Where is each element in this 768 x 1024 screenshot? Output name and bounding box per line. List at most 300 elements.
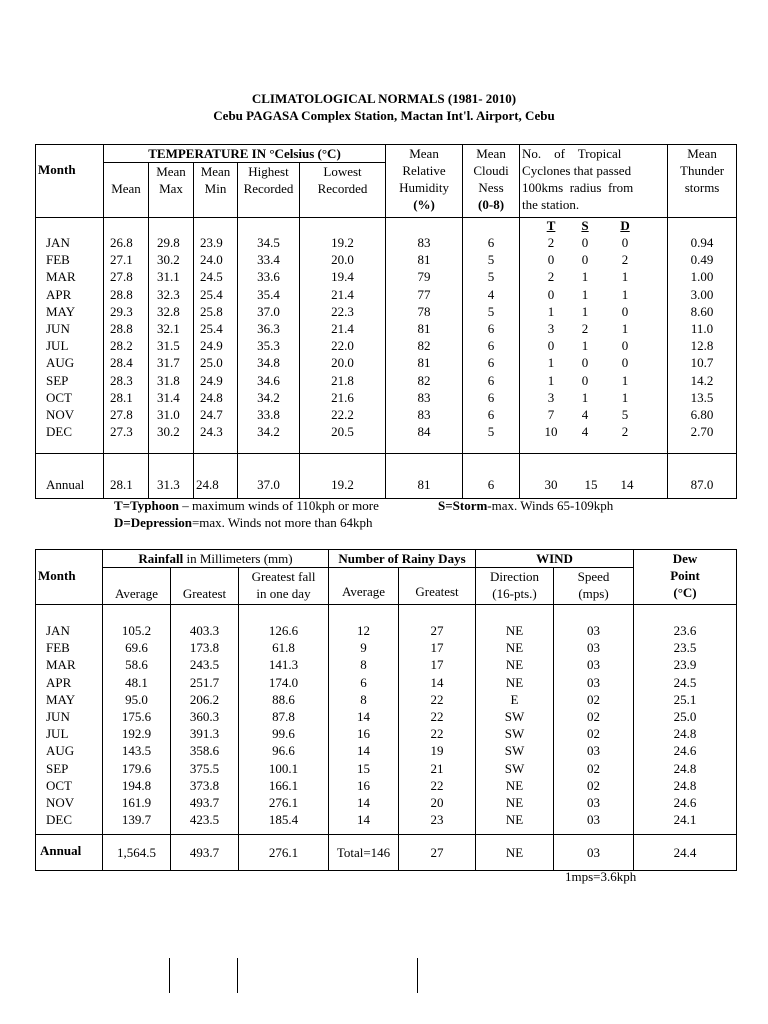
cell-value: 31.5 (157, 338, 180, 354)
cell-value: 23.6 (673, 623, 697, 638)
cell-value: 6.80 (690, 406, 714, 422)
cell-value: 30.2 (157, 424, 180, 440)
cell-value: 31.7 (157, 355, 180, 371)
annual-days-greatest: 27 (399, 835, 476, 871)
cell-value: 28.8 (110, 286, 133, 302)
cell-value: 105.2 (121, 623, 152, 638)
cell-value: NOV (46, 794, 75, 810)
cell-value: 24.8 (673, 777, 697, 793)
cell-value: 161.9 (121, 794, 152, 810)
cell-value: 373.8 (189, 777, 220, 793)
cell-value: 17 (430, 640, 444, 656)
cell-value: 19 (430, 743, 444, 759)
rainy-days-header: Number of Rainy Days (329, 550, 476, 568)
cell-value: 13.5 (690, 389, 714, 405)
month-header: Month (36, 145, 104, 218)
storm-column (570, 234, 600, 440)
cell-value: 6 (487, 338, 495, 354)
cell-value: 19.2 (331, 235, 354, 250)
cell-value: 0 (547, 252, 555, 268)
cell-value: 139.7 (121, 812, 152, 828)
cell-value: 20.0 (331, 252, 354, 268)
cell-value: 1 (581, 338, 589, 354)
cell-value: 33.6 (257, 269, 280, 285)
legend-typhoon: T=Typhoon – maximum winds of 110kph or more (114, 498, 379, 513)
cell-value: 25.4 (200, 320, 223, 336)
cell-value: 0 (621, 355, 629, 371)
annual-rain-greatest: 493.7 (171, 835, 239, 871)
cell-value: 2.70 (690, 424, 714, 440)
cell-value: OCT (46, 777, 72, 793)
cell-value: 11.0 (690, 320, 714, 336)
cell-value: 23.9 (673, 657, 697, 673)
cell-value: 174.0 (268, 674, 299, 690)
typhoon-column (538, 234, 564, 440)
cell-value: E (510, 691, 519, 707)
cell-value: 0 (581, 372, 589, 388)
cell-value: 14 (357, 743, 371, 759)
cell-value: 21.8 (331, 372, 354, 388)
month-header-2: Month (36, 550, 103, 605)
lowest-column (300, 218, 386, 454)
annual-mean-min: 24.8 (194, 454, 238, 499)
days-greatest-column (399, 605, 476, 835)
cell-value: 243.5 (189, 657, 220, 673)
mean-max-column (149, 218, 194, 454)
legend-storm: S=Storm-max. Winds 65-109kph (438, 498, 614, 513)
page-title: CLIMATOLOGICAL NORMALS (1981- 2010) (251, 91, 517, 106)
cell-value: 5 (487, 252, 495, 268)
cell-value: JAN (46, 623, 70, 638)
cell-value: 10 (544, 424, 558, 440)
unit-footnote: 1mps=3.6kph (565, 869, 637, 884)
cell-value: 1 (621, 286, 629, 302)
highest-column (238, 218, 300, 454)
cell-value: 1 (547, 355, 555, 371)
cell-value: 02 (587, 708, 601, 724)
cell-value: 87.8 (272, 708, 295, 724)
cell-value: 2 (547, 269, 555, 285)
cell-value: 141.3 (268, 657, 299, 673)
cell-value: 20.5 (331, 424, 354, 440)
annual-days-total: Total=146 (329, 835, 399, 871)
wind-header: WIND (476, 550, 634, 568)
cell-value: 32.8 (157, 303, 180, 319)
divider-line (237, 958, 238, 993)
cell-value: 03 (587, 657, 601, 673)
cell-value: 15 (357, 760, 371, 776)
cell-value: 69.6 (125, 640, 148, 656)
cell-value: 143.5 (121, 743, 152, 759)
cell-value: 25.4 (200, 286, 223, 302)
cell-value: 2 (621, 252, 629, 268)
cell-value: APR (46, 674, 72, 690)
annual-speed: 03 (554, 835, 634, 871)
month-column-2 (36, 605, 103, 835)
cell-value: 4 (581, 424, 589, 440)
annual-label: Annual (36, 454, 104, 499)
cell-value: 100.1 (268, 760, 299, 776)
cell-value: 14 (357, 708, 371, 724)
cloudiness-header: Mean Cloudi Ness (0-8) (463, 145, 520, 218)
cell-value: 10.7 (690, 355, 714, 371)
cell-value: 28.8 (110, 320, 133, 336)
cell-value: 3 (547, 320, 555, 336)
cell-value: 0 (581, 355, 589, 371)
cell-value: 24.5 (673, 674, 697, 690)
rain-greatest-header: Greatest (171, 568, 239, 605)
cell-value: 5 (487, 303, 495, 319)
cell-value: 28.1 (110, 389, 133, 405)
cell-value: SW (504, 743, 525, 759)
direction-column (476, 605, 554, 835)
cell-value: AUG (46, 355, 75, 371)
cell-value: 83 (417, 406, 431, 422)
cell-value: 358.6 (189, 743, 220, 759)
cell-value: 1 (581, 286, 589, 302)
cell-value: 2 (581, 320, 589, 336)
cell-value: 0 (547, 286, 555, 302)
cell-value: OCT (46, 389, 72, 405)
cell-value: 03 (587, 812, 601, 828)
rain-average-header: Average (103, 568, 171, 605)
annual-cyclones (520, 454, 668, 499)
cell-value: SEP (46, 372, 69, 388)
cell-value: 79 (417, 269, 431, 285)
humidity-header: Mean Relative Humidity (%) (386, 145, 463, 218)
cell-value: 22 (430, 726, 444, 742)
cell-value: 403.3 (189, 623, 220, 638)
annual-mean: 28.1 (104, 454, 149, 499)
cell-value: MAY (46, 303, 76, 319)
days-average-header: Average (329, 568, 399, 605)
cell-value: 33.8 (257, 406, 280, 422)
cell-value: 391.3 (189, 726, 220, 742)
cell-value: NE (505, 812, 524, 828)
annual-direction: NE (476, 835, 554, 871)
cell-value: 6 (487, 406, 495, 422)
depression-column (610, 234, 640, 440)
mean-column (104, 218, 149, 454)
cell-value: 12 (357, 623, 371, 638)
cell-value: 02 (587, 777, 601, 793)
days-average-column (329, 605, 399, 835)
cell-value: 22.3 (331, 303, 354, 319)
cell-value: 19.4 (331, 269, 354, 285)
cell-value: 24.6 (673, 743, 697, 759)
cell-value: 2 (547, 235, 555, 250)
cell-value: FEB (46, 640, 70, 656)
cell-value: 24.6 (673, 794, 697, 810)
cell-value: 1 (581, 389, 589, 405)
cell-value: NE (505, 794, 524, 810)
cell-value: NE (505, 674, 524, 690)
cell-value: 81 (417, 320, 431, 336)
annual-lowest: 19.2 (300, 454, 386, 499)
cell-value: 3.00 (690, 286, 714, 302)
cell-value: 34.2 (257, 389, 280, 405)
cell-value: 21.6 (331, 389, 354, 405)
cell-value: 5 (621, 406, 629, 422)
cell-value: 20.0 (331, 355, 354, 371)
cell-value: 493.7 (189, 794, 220, 810)
cell-value: JUN (46, 320, 70, 336)
cell-value: JUL (46, 338, 69, 354)
annual-humidity: 81 (386, 454, 463, 499)
annual-greatest-fall: 276.1 (239, 835, 329, 871)
greatest-fall-header: Greatest fall in one day (239, 568, 329, 605)
cell-value: MAY (46, 691, 76, 707)
cell-value: 27.1 (110, 252, 133, 268)
cell-value: 4 (487, 286, 495, 302)
cell-value: 6 (487, 235, 495, 250)
legend-depression: D=Depression=max. Winds not more than 64kph (114, 515, 373, 530)
cell-value: 02 (587, 726, 601, 742)
cell-value: 1 (547, 303, 555, 319)
speed-header: Speed (mps) (554, 568, 634, 605)
cell-value: 17 (430, 657, 444, 673)
cell-value: 32.1 (157, 320, 180, 336)
annual-mean-max: 31.3 (149, 454, 194, 499)
cell-value: 24.9 (200, 338, 223, 354)
cell-value: 1 (621, 320, 629, 336)
cell-value: 173.8 (189, 640, 220, 656)
cell-value: 95.0 (125, 691, 148, 707)
cell-value: 0.94 (690, 235, 714, 250)
cell-value: 35.4 (257, 286, 280, 302)
annual-highest: 37.0 (238, 454, 300, 499)
cell-value: 206.2 (189, 691, 220, 707)
cell-value: 9 (360, 640, 367, 656)
cell-value: 21.4 (331, 286, 354, 302)
speed-column (554, 605, 634, 835)
cell-value: 6 (360, 674, 367, 690)
cell-value: JUN (46, 708, 70, 724)
annual-depression: 14 (620, 477, 634, 492)
cell-value: 251.7 (189, 674, 220, 690)
divider-line (169, 958, 170, 993)
cell-value: 84 (417, 424, 431, 440)
cell-value: 1 (621, 372, 629, 388)
annual-typhoon: 30 (544, 477, 558, 492)
annual-thunderstorms: 87.0 (668, 454, 737, 499)
cell-value: 0 (547, 338, 555, 354)
cell-value: 1 (547, 372, 555, 388)
cell-value: 23.9 (200, 235, 223, 250)
cell-value: 1.00 (690, 269, 714, 285)
highest-header: Highest Recorded (238, 163, 300, 218)
cell-value: 27.8 (110, 406, 133, 422)
cell-value: 33.4 (257, 252, 280, 268)
cell-value: 0 (621, 303, 629, 319)
cell-value: 7 (547, 406, 555, 422)
dew-point-column (634, 605, 737, 835)
cell-value: 31.0 (157, 406, 180, 422)
cell-value: 20 (430, 794, 444, 810)
cell-value: 02 (587, 760, 601, 776)
cell-value: 03 (587, 640, 601, 656)
cell-value: 6 (487, 372, 495, 388)
annual-rain-average: 1,564.5 (103, 835, 171, 871)
cell-value: 24.1 (673, 812, 697, 828)
cell-value: 24.7 (200, 406, 223, 422)
annual-row (36, 454, 737, 499)
cell-value: 23 (430, 812, 444, 828)
cell-value: 31.1 (157, 269, 180, 285)
cell-value: APR (46, 286, 72, 302)
cell-value: 0 (621, 338, 629, 354)
cell-value: 2 (621, 424, 629, 440)
cell-value: 1 (581, 303, 589, 319)
cell-value: 24.0 (200, 252, 223, 268)
cell-value: 26.8 (110, 235, 133, 250)
cell-value: 27 (430, 623, 444, 638)
cell-value: 14 (430, 674, 444, 690)
cell-value: JUL (46, 726, 69, 742)
cell-value: 8 (360, 691, 367, 707)
cell-value: 126.6 (268, 623, 299, 638)
rain-average-column (103, 605, 171, 835)
cell-value: 25.0 (673, 708, 697, 724)
thunderstorms-header: Mean Thunder storms (668, 145, 737, 218)
cell-value: 03 (587, 794, 601, 810)
thunderstorms-column (668, 218, 737, 454)
cell-value: SW (504, 726, 525, 742)
cell-value: DEC (46, 424, 72, 440)
cell-value: 0.49 (690, 252, 714, 268)
cell-value: 37.0 (257, 303, 280, 319)
cell-value: FEB (46, 252, 70, 268)
cell-value: DEC (46, 812, 72, 828)
cell-value: 25.1 (673, 691, 697, 707)
cell-value: NOV (46, 406, 75, 422)
cell-value: 12.8 (690, 338, 714, 354)
cell-value: 6 (487, 355, 495, 371)
divider-line (417, 958, 418, 993)
cell-value: 24.8 (673, 726, 697, 742)
cell-value: NE (505, 657, 524, 673)
cell-value: 1 (621, 389, 629, 405)
annual-label-2: Annual (36, 835, 103, 871)
cyclone-columns (520, 218, 668, 454)
cell-value: 82 (417, 338, 431, 354)
cell-value: 8 (360, 657, 367, 673)
cell-value: 3 (547, 389, 555, 405)
cell-value: 166.1 (268, 777, 299, 793)
cell-value: SW (504, 708, 525, 724)
depression-header: D (620, 218, 630, 233)
cell-value: NE (505, 777, 524, 793)
cell-value: 31.8 (157, 372, 180, 388)
cell-value: 77 (417, 286, 431, 302)
rainfall-wind-table (35, 549, 737, 871)
mean-min-column (194, 218, 238, 454)
cell-value: 0 (581, 235, 589, 250)
cell-value: 82 (417, 372, 431, 388)
cell-value: SW (504, 760, 525, 776)
cell-value: 21.4 (331, 320, 354, 336)
cell-value: 30.2 (157, 252, 180, 268)
cell-value: 31.4 (157, 389, 180, 405)
cell-value: MAR (46, 657, 76, 673)
cell-value: 61.8 (272, 640, 295, 656)
cell-value: 22 (430, 708, 444, 724)
cell-value: 16 (357, 777, 371, 793)
cell-value: 27.3 (110, 424, 133, 440)
cloudiness-column (463, 218, 520, 454)
cell-value: 36.3 (257, 320, 280, 336)
cell-value: 29.8 (157, 235, 180, 250)
typhoon-header: T (546, 218, 556, 233)
cell-value: 14.2 (690, 372, 714, 388)
cell-value: 24.3 (200, 424, 223, 440)
cell-value: 21 (430, 760, 444, 776)
cell-value: 78 (417, 303, 431, 319)
cell-value: NE (505, 623, 524, 638)
cell-value: 29.3 (110, 303, 133, 319)
annual-cloudiness: 6 (463, 454, 520, 499)
cell-value: 34.6 (257, 372, 280, 388)
cell-value: 1 (581, 269, 589, 285)
station-subtitle: Cebu PAGASA Complex Station, Mactan Int'l. Airport, Cebu (213, 108, 555, 123)
cell-value: 24.9 (200, 372, 223, 388)
mean-header: Mean (104, 163, 149, 218)
temperature-table (35, 144, 737, 499)
cell-value: 32.3 (157, 286, 180, 302)
cell-value: 22.2 (331, 406, 354, 422)
cell-value: 28.4 (110, 355, 133, 371)
cell-value: 179.6 (121, 760, 152, 776)
mean-max-header: Mean Max (149, 163, 194, 218)
cell-value: 34.5 (257, 235, 280, 250)
cyclone-header: No. of Tropical Cyclones that passed 100kms radius from the station. (520, 145, 668, 218)
annual-storm: 15 (584, 477, 598, 492)
cell-value: 02 (587, 691, 601, 707)
cell-value: 24.8 (673, 760, 697, 776)
annual-row-2 (36, 835, 737, 871)
cell-value: JAN (46, 235, 70, 250)
cell-value: 360.3 (189, 708, 220, 724)
cell-value: 185.4 (268, 812, 299, 828)
cell-value: 03 (587, 743, 601, 759)
cell-value: 6 (487, 320, 495, 336)
monthly-data-row (36, 218, 737, 454)
cell-value: 35.3 (257, 338, 280, 354)
humidity-column (386, 218, 463, 454)
greatest-fall-column (239, 605, 329, 835)
cell-value: 34.2 (257, 424, 280, 440)
cell-value: 0 (621, 235, 629, 250)
cell-value: 22 (430, 691, 444, 707)
cell-value: 175.6 (121, 708, 152, 724)
cell-value: SEP (46, 760, 69, 776)
lowest-header: Lowest Recorded (300, 163, 386, 218)
cell-value: 14 (357, 794, 371, 810)
direction-header: Direction (16-pts.) (476, 568, 554, 605)
storm-header: S (581, 218, 589, 233)
cell-value: 24.5 (200, 269, 223, 285)
cell-value: 1 (621, 269, 629, 285)
cell-value: 423.5 (189, 812, 220, 828)
cell-value: 88.6 (272, 691, 295, 707)
cell-value: 194.8 (121, 777, 152, 793)
cell-value: 99.6 (272, 726, 295, 742)
cell-value: 22.0 (331, 338, 354, 354)
cell-value: 5 (487, 269, 495, 285)
cell-value: 23.5 (673, 640, 697, 656)
cell-value: 03 (587, 623, 601, 638)
cell-value: 22 (430, 777, 444, 793)
